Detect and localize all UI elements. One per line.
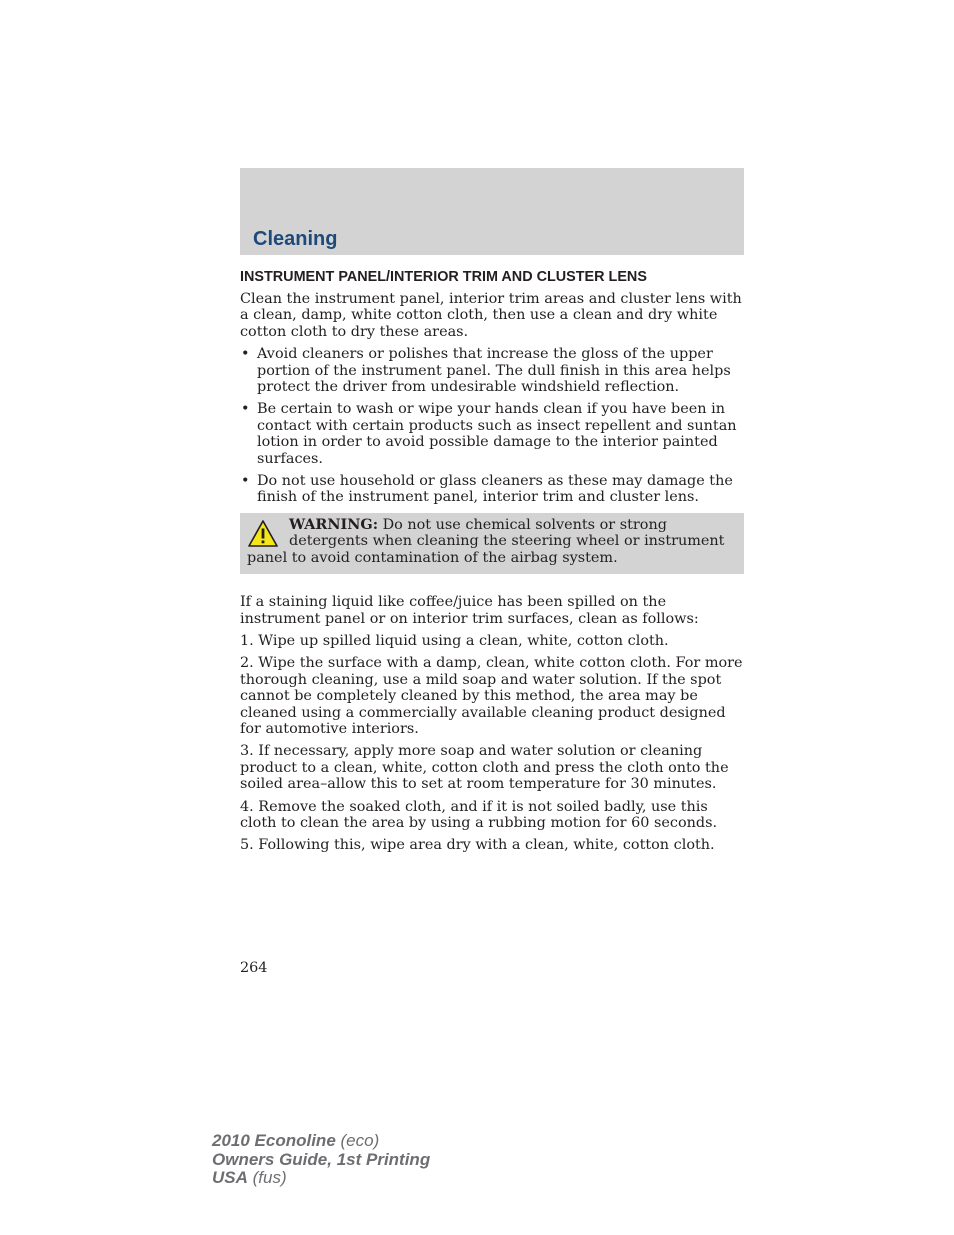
- chapter-header-band: [240, 168, 744, 255]
- step-item: 2. Wipe the surface with a damp, clean, white cotton cloth. For more thorough cleaning, use a mild soap and water solution. If the spot cannot be completely cleaned by this method, the area may be cleaned using a commercially available cleaning product designed for automotive interiors.: [240, 655, 743, 737]
- bullet-text: Be certain to wash or wipe your hands clean if you have been in contact with certain products such as insect repellent and suntan lotion in order to avoid possible damage to the interior painted surfaces.: [257, 401, 737, 467]
- list-item: [240, 473, 744, 506]
- footer-market: USA: [212, 1168, 248, 1187]
- page-number: 264: [240, 960, 268, 976]
- step-list: [240, 633, 744, 854]
- stain-intro: If a staining liquid like coffee/juice has been spilled on the instrument panel or on interior trim surfaces, clean as follows:: [240, 594, 699, 627]
- step-item: 1. Wipe up spilled liquid using a clean, white, cotton cloth.: [240, 632, 669, 649]
- warning-label: WARNING:: [289, 515, 379, 533]
- intro-paragraph: Clean the instrument panel, interior trim areas and cluster lens with a clean, damp, white cotton cloth, then use a clean and dry white cotton cloth to dry these areas.: [240, 291, 742, 340]
- footer-line-market: [212, 1169, 430, 1188]
- bullet-dot: •: [241, 401, 250, 418]
- page-content: [240, 268, 744, 860]
- bullet-text: Do not use household or glass cleaners as these may damage the finish of the instrument panel, interior trim and cluster lens.: [257, 473, 733, 506]
- footer-model: 2010 Econoline: [212, 1131, 336, 1150]
- warning-box: [240, 513, 744, 574]
- warning-text: Do not use chemical solvents or strong detergents when cleaning the steering wheel or instrument panel to avoid contamination of the airbag system.: [247, 516, 725, 566]
- footer-guide: Owners Guide, 1st Printing: [212, 1149, 431, 1169]
- step-item: 4. Remove the soaked cloth, and if it is not soiled badly, use this cloth to clean the area by using a rubbing motion for 60 seconds.: [240, 798, 718, 831]
- footer-line-model: [212, 1132, 430, 1151]
- chapter-title: Cleaning: [253, 228, 338, 250]
- list-item: [240, 346, 744, 395]
- list-item: [240, 401, 744, 467]
- footer-market-code: (fus): [247, 1168, 287, 1187]
- warning-triangle-icon: [247, 519, 279, 549]
- step-item: 3. If necessary, apply more soap and water solution or cleaning product to a clean, white, cotton cloth and press the cloth onto the soiled area–allow this to set at room temperature for 30 minutes.: [240, 743, 729, 793]
- bullet-list: [240, 346, 744, 506]
- footer-line-guide: [212, 1151, 430, 1170]
- bullet-dot: •: [241, 473, 250, 490]
- bullet-text: Avoid cleaners or polishes that increase the gloss of the upper portion of the instrument panel. The dull finish in this area helps protect the driver from undesirable windshield reflection.: [257, 346, 731, 396]
- footer-publication-info: [212, 1132, 430, 1188]
- bullet-dot: •: [241, 346, 250, 363]
- section-heading: INSTRUMENT PANEL/INTERIOR TRIM AND CLUSTER LENS: [240, 269, 647, 285]
- step-item: 5. Following this, wipe area dry with a clean, white, cotton cloth.: [240, 837, 715, 854]
- footer-model-code: (eco): [335, 1131, 380, 1150]
